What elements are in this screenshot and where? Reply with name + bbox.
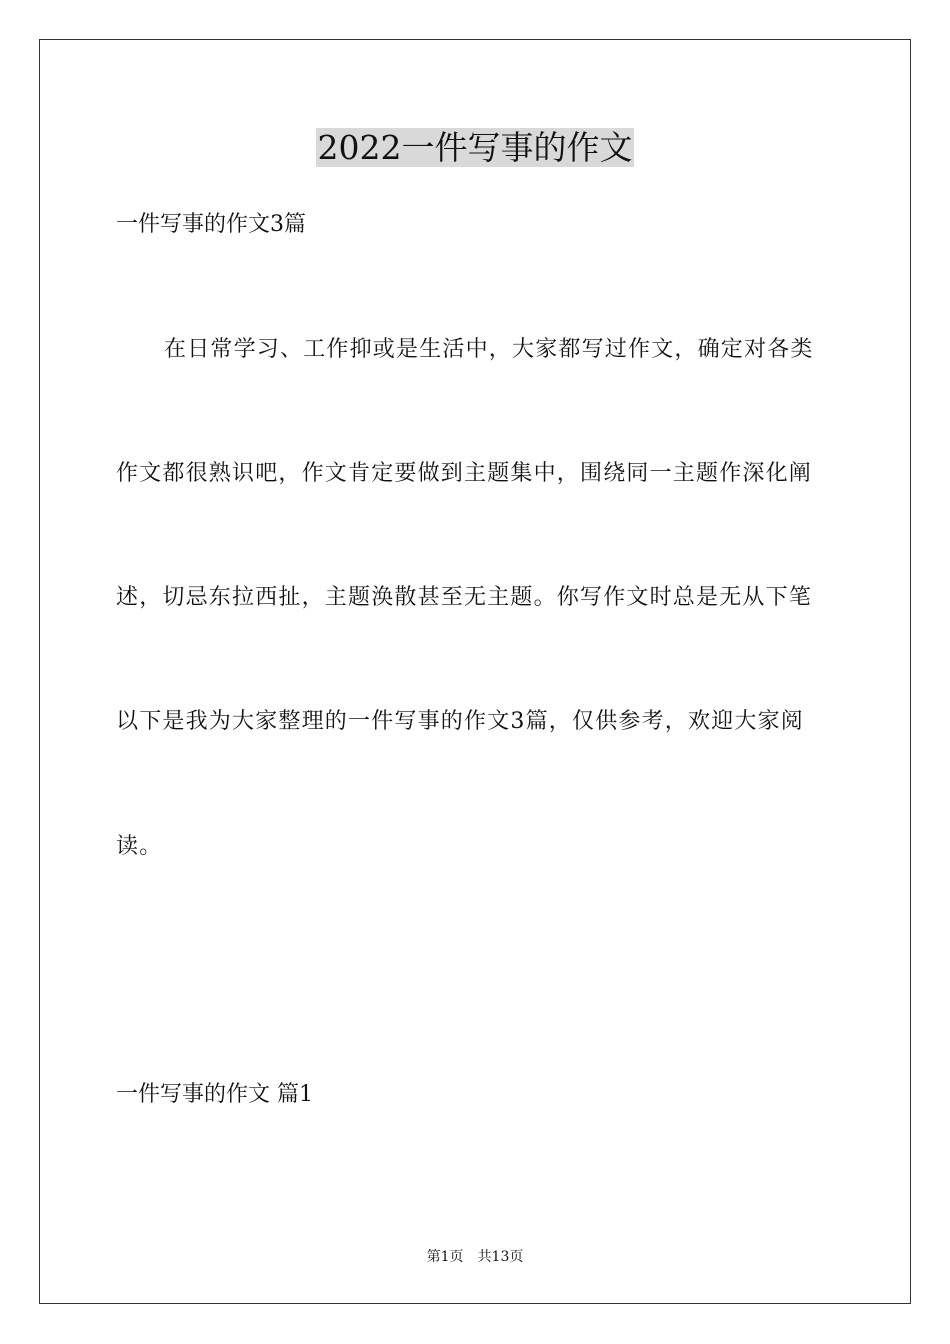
page-footer: 第1页 共13页: [426, 1249, 524, 1265]
document-subtitle: 一件写事的作文3篇: [116, 212, 306, 237]
document-title: [0, 126, 950, 170]
paragraph-line: 读。: [116, 834, 163, 859]
paragraph-line: 述，切忌东拉西扯，主题涣散甚至无主题。你写作文时总是无从下笔: [116, 585, 813, 610]
paragraph-line: 在日常学习、工作抑或是生活中，大家都写过作文，确定对各类: [164, 337, 814, 362]
paragraph-line: 作文都很熟识吧，作文肯定要做到主题集中，围绕同一主题作深化阐: [116, 461, 813, 486]
document-title-text: 2022一件写事的作文: [317, 128, 633, 167]
paragraph-line: 以下是我为大家整理的一件写事的作文3篇，仅供参考，欢迎大家阅: [116, 709, 804, 734]
section-heading: 一件写事的作文 篇1: [116, 1082, 313, 1107]
